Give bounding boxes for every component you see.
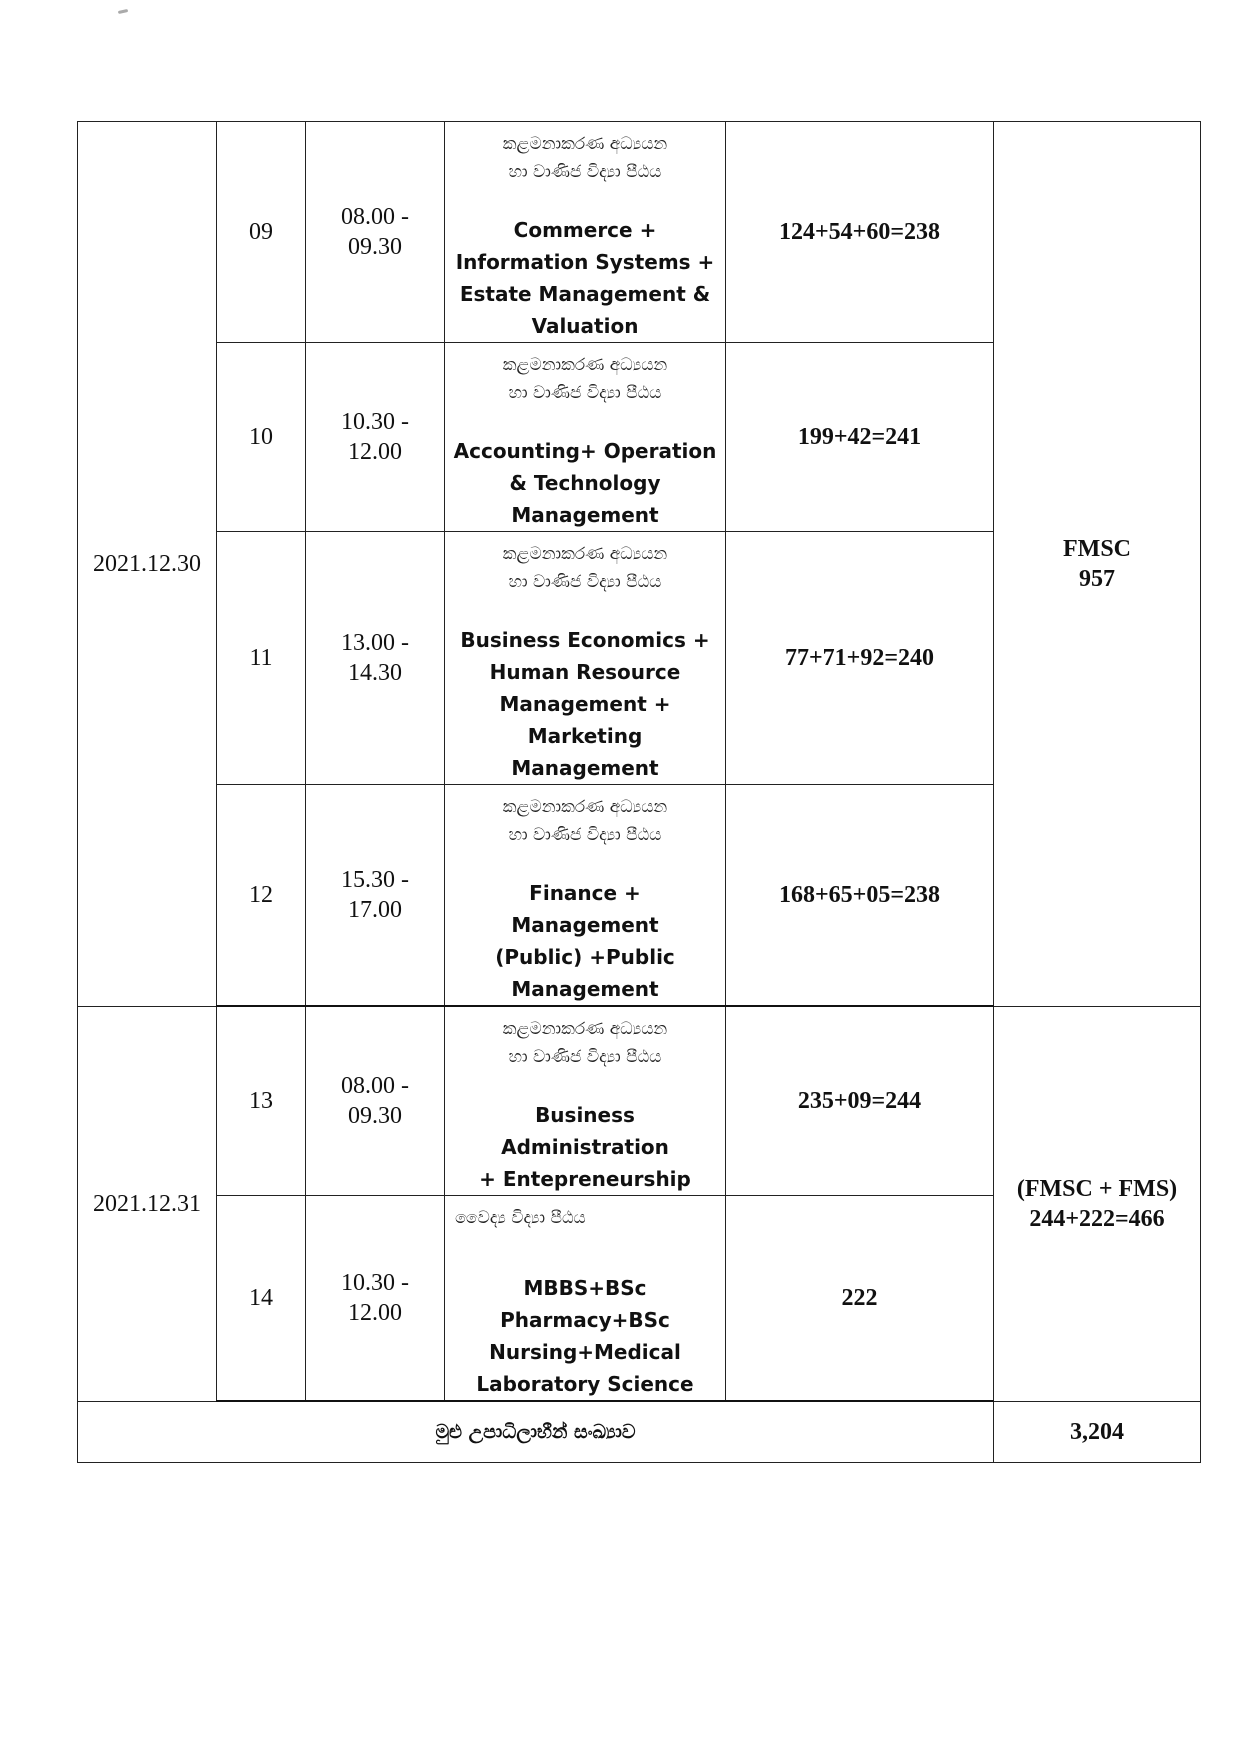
graduate-count: 235+09=244	[726, 1006, 994, 1196]
date-cell: 2021.12.31	[78, 1006, 217, 1401]
grand-total-value: 3,204	[994, 1401, 1201, 1462]
session-number: 09	[217, 122, 306, 343]
session-number: 12	[217, 785, 306, 1007]
programme-list: Commerce + Information Systems + Estate Management & Valuation	[455, 218, 715, 338]
session-time: 10.30 - 12.00	[306, 1196, 445, 1402]
session-number: 11	[217, 532, 306, 785]
graduate-count: 199+42=241	[726, 343, 994, 532]
faculty-cell	[445, 1006, 726, 1196]
faculty-name-sinhala: කළමනාකරණ අධ්‍යයන හා වාණිජ විද්‍යා පීඨය	[502, 1019, 668, 1067]
session-number: 10	[217, 343, 306, 532]
faculty-cell	[445, 785, 726, 1007]
convocation-schedule-table	[77, 121, 1201, 1463]
grand-total-label: මුළු උපාධිලාභීන් සංඛ්‍යාව	[78, 1401, 994, 1462]
faculty-cell	[445, 343, 726, 532]
programme-list: MBBS+BSc Pharmacy+BSc Nursing+Medical Laboratory Science	[476, 1276, 694, 1396]
session-time: 08.00 - 09.30	[306, 1006, 445, 1196]
grand-total-row	[78, 1401, 1201, 1462]
venue-total: (FMSC + FMS) 244+222=466	[994, 1006, 1201, 1401]
faculty-name-sinhala: කළමනාකරණ අධ්‍යයන හා වාණිජ විද්‍යා පීඨය	[502, 134, 668, 182]
faculty-name-sinhala: වෛද්‍ය විද්‍යා පීඨය	[455, 1208, 586, 1228]
graduate-count: 124+54+60=238	[726, 122, 994, 343]
faculty-name-sinhala: කළමනාකරණ අධ්‍යයන හා වාණිජ විද්‍යා පීඨය	[502, 355, 668, 403]
faculty-name-sinhala: කළමනාකරණ අධ්‍යයන හා වාණිජ විද්‍යා පීඨය	[502, 544, 668, 592]
programme-list: Accounting+ Operation & Technology Management	[453, 439, 717, 527]
programme-list: Finance + Management (Public) +Public Management	[495, 881, 675, 1001]
scan-mark	[118, 9, 128, 14]
session-time: 13.00 - 14.30	[306, 532, 445, 785]
venue-total: FMSC 957	[994, 122, 1201, 1007]
session-number: 13	[217, 1006, 306, 1196]
graduate-count: 77+71+92=240	[726, 532, 994, 785]
programme-list: Business Administration + Entepreneurship	[479, 1103, 691, 1191]
table-row	[78, 1006, 1201, 1196]
session-time: 10.30 - 12.00	[306, 343, 445, 532]
graduate-count: 168+65+05=238	[726, 785, 994, 1007]
session-time: 15.30 - 17.00	[306, 785, 445, 1007]
table-row	[78, 122, 1201, 343]
session-number: 14	[217, 1196, 306, 1402]
faculty-name-sinhala: කළමනාකරණ අධ්‍යයන හා වාණිජ විද්‍යා පීඨය	[502, 797, 668, 845]
graduate-count: 222	[726, 1196, 994, 1402]
faculty-cell	[445, 532, 726, 785]
faculty-cell	[445, 122, 726, 343]
date-cell: 2021.12.30	[78, 122, 217, 1007]
session-time: 08.00 - 09.30	[306, 122, 445, 343]
faculty-cell	[445, 1196, 726, 1402]
programme-list: Business Economics + Human Resource Management + Marketing Management	[460, 628, 710, 780]
